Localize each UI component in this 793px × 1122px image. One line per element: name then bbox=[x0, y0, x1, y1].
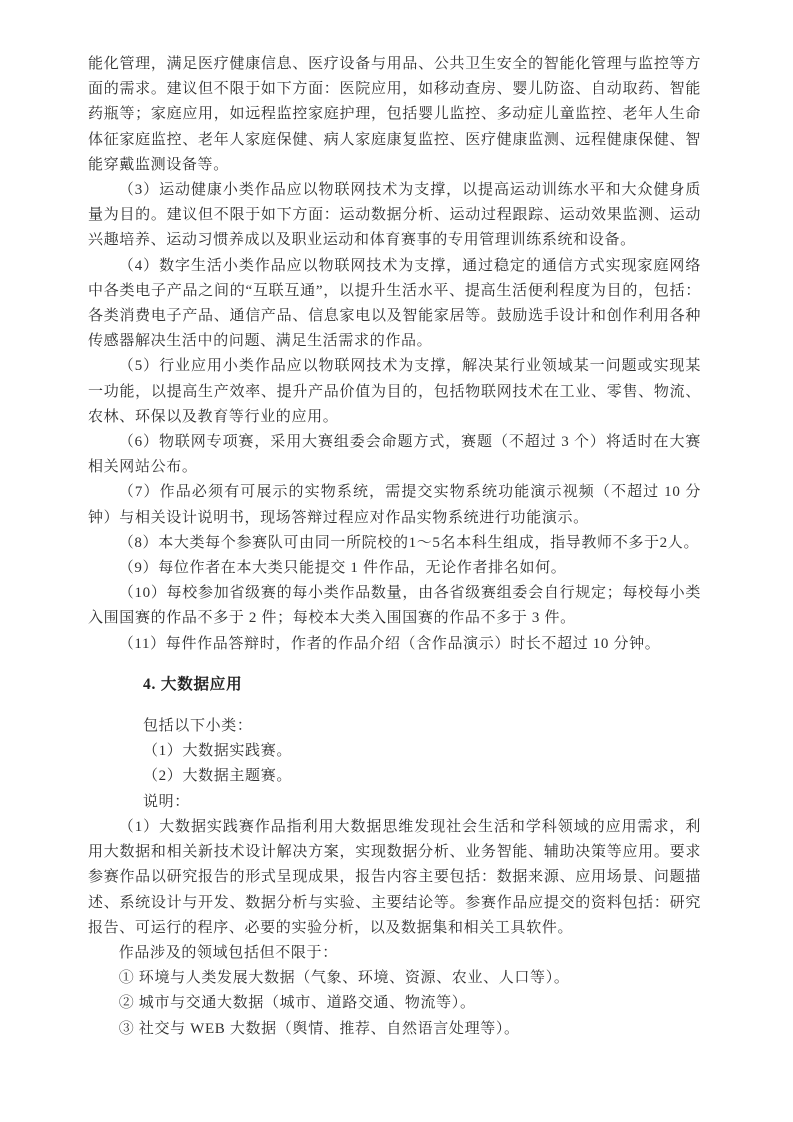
section-heading: 4. 大数据应用 bbox=[143, 675, 243, 693]
paragraph: （6）物联网专项赛，采用大赛组委会命题方式，赛题（不超过 3 个）将适时在大赛相关网站公布。 bbox=[88, 434, 701, 476]
paragraph: ③ 社交与 WEB 大数据（舆情、推荐、自然语言处理等）。 bbox=[118, 1020, 520, 1037]
paragraph: （8）本大类每个参赛队可由同一所院校的1～5名本科生组成，指导教师不多于2人。 bbox=[118, 534, 700, 551]
paragraph: （1）大数据实践赛作品指利用大数据思维发现社会生活和学科领域的应用需求，利用大数据和相关新技术设计解决方案，实现数据分析、业务智能、辅助决策等应用。要求参赛作品以研究报告的形式呈现成果，报告内容主要包括：数据来源、应用场景、问题描述、系统设计与开发、数据分析与实验、主要结论等。参赛作品应提交的资料包括：研究报告、可运行的程序、必要的实验分析，以及数据集和相关工具软件。 bbox=[88, 818, 701, 936]
paragraph: （4）数字生活小类作品应以物联网技术为支撑，通过稳定的通信方式实现家庭网络中各类电子产品之间的“互联互通”，以提升生活水平、提高生活便利程度为目的，包括：各类消费电子产品、通信产品、信息家电以及智能家居等。鼓励选手设计和创作利用各种传感器解决生活中的问题、满足生活需求的作品。 bbox=[88, 257, 701, 350]
paragraph: （7）作品必须有可展示的实物系统，需提交实物系统功能演示视频（不超过 10 分钟）与相关设计说明书，现场答辩过程应对作品实物系统进行功能演示。 bbox=[88, 484, 701, 526]
list-line: 包括以下小类： bbox=[143, 718, 253, 735]
list-line: （2）大数据主题赛。 bbox=[143, 768, 293, 785]
paragraph: ① 环境与人类发展大数据（气象、环境、资源、农业、人口等）。 bbox=[118, 970, 570, 987]
list-line: （1）大数据实践赛。 bbox=[143, 743, 293, 760]
paragraph: （3）运动健康小类作品应以物联网技术为支撑，以提高运动训练水平和大众健身质量为目的。建议但不限于如下方面：运动数据分析、运动过程跟踪、运动效果监测、运动兴趣培养、运动习惯养成以及职业运动和体育赛事的专用管理训练系统和设备。 bbox=[88, 182, 701, 249]
paragraph: （5）行业应用小类作品应以物联网技术为支撑，解决某行业领域某一问题或实现某一功能，以提高生产效率、提升产品价值为目的，包括物联网技术在工业、零售、物流、农林、环保以及教育等行业的应用。 bbox=[88, 358, 701, 425]
document-content bbox=[88, 52, 701, 1042]
list-line: 说明： bbox=[143, 793, 190, 810]
paragraph: （10）每校参加省级赛的每小类作品数量，由各省级赛组委会自行规定；每校每小类入围国赛的作品不多于 2 件；每校本大类入围国赛的作品不多于 3 件。 bbox=[88, 585, 701, 627]
paragraph: （9）每位作者在本大类只能提交 1 件作品，无论作者排名如何。 bbox=[118, 560, 567, 577]
paragraph: （11）每件作品答辩时，作者的作品介绍（含作品演示）时长不超过 10 分钟。 bbox=[118, 635, 661, 652]
paragraph: ② 城市与交通大数据（城市、道路交通、物流等）。 bbox=[118, 995, 476, 1012]
paragraph: 能化管理，满足医疗健康信息、医疗设备与用品、公共卫生安全的智能化管理与监控等方面的需求。建议但不限于如下方面：医院应用，如移动查房、婴儿防盗、自动取药、智能药瓶等；家庭应用，如远程监控家庭护理，包括婴儿监控、多动症儿童监控、老年人生命体征家庭监控、老年人家庭保健、病人家庭康复监控、医疗健康监测、远程健康保健、智能穿戴监测设备等。 bbox=[88, 56, 701, 173]
paragraph: 作品涉及的领域包括但不限于： bbox=[118, 944, 338, 961]
